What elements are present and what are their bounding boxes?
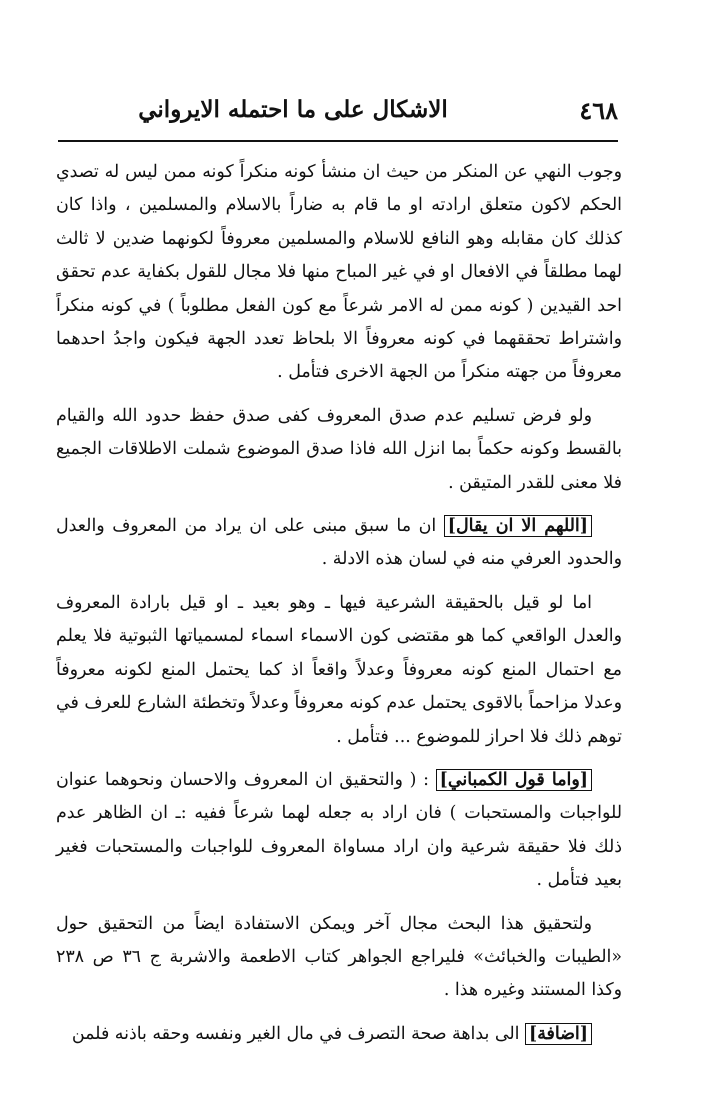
page-header (58, 92, 618, 136)
paragraph (56, 764, 622, 898)
paragraph (56, 587, 622, 754)
page-number: ٤٦٨ (579, 96, 618, 125)
paragraph (56, 510, 622, 577)
paragraph-text: وجوب النهي عن المنكر من حيث ان منشأ كونه منكراً كونه ممن ليس له تصدي الحكم لاكون متعلق ارادته او ما قام به ضاراً بالاسلام والمسلمين ، واذا كان كذلك كان مقابله وهو النافع للاسلام والمسلمين معروفاً لكونهما ضدين لا ثالث لهما مطلقاً في الافعال او في غير المباح منها فلا مجال للقول بكفاية عدم تحقق احد القيدين ( كونه ممن له الامر شرعاً مع كون الفعل مطلوباً ) في كونه منكراً واشتراط تحققهما في كونه معروفاً الا بلحاظ تعدد الجهة فيكون واجدُ احدهما معروفاً من جهته منكراً من الجهة الاخرى فتأمل . (56, 162, 622, 383)
paragraph-label: [واما قول الكمباني] (436, 769, 592, 791)
body-text (56, 156, 622, 1076)
running-title: الاشكال على ما احتمله الايرواني (138, 96, 448, 123)
paragraph-text: اما لو قيل بالحقيقة الشرعية فيها ـ وهو بعيد ـ او قيل بارادة المعروف والعدل الواقعي كما هو مقتضى كون الاسماء اسماء لمسمياتها الثبوتية فلا يعلم مع احتمال المنع كونه معروفاً وعدلاً واقعاً اذ كما يحتمل المنع لكونه معروفاً وعدلا مزاحماً بالاقوى يحتمل عدم كونه معروفاً وعدلاً وتخطئة الشارع للعرف في توهم ذلك فلا احراز للموضوع ... فتأمل . (56, 592, 622, 747)
paragraph (56, 156, 622, 390)
paragraph-text: ان ما سبق مبنى على ان يراد من المعروف والعدل والحدود العرفي منه في لسان هذه الادلة . (56, 516, 622, 570)
paragraph-text: : ( والتحقيق ان المعروف والاحسان ونحوهما عنوان للواجبات والمستحبات ) فان اراد به جعله لهما شرعاً ففيه :ـ ان الظاهر عدم ذلك فلا حقيقة شرعية وان اراد مساواة المعروف للواجبات والمستحبات فغير بعيد فتأمل . (56, 769, 622, 891)
paragraph (56, 400, 622, 500)
paragraph-text: ولو فرض تسليم عدم صدق المعروف كفى صدق حفظ حدود الله والقيام بالقسط وكونه حكماً بما انزل الله فاذا صدق الموضوع شملت الاطلاقات الجميع فلا معنى للقدر المتيقن . (56, 405, 622, 493)
paragraph (56, 908, 622, 1008)
paragraph (56, 1018, 622, 1051)
header-divider (58, 140, 618, 142)
paragraph-text: ولتحقيق هذا البحث مجال آخر ويمكن الاستفادة ايضاً من التحقيق حول «الطيبات والخبائث» فليراجع الجواهر كتاب الاطعمة والاشربة ج ٣٦ ص ٢٣٨ وكذا المستند وغيره هذا . (56, 913, 622, 1001)
paragraph-label: [اضافة] (525, 1023, 592, 1045)
paragraph-label: [اللهم الا ان يقال] (444, 515, 592, 537)
paragraph-text: الى بداهة صحة التصرف في مال الغير ونفسه وحقه باذنه فلمن (71, 1023, 525, 1044)
